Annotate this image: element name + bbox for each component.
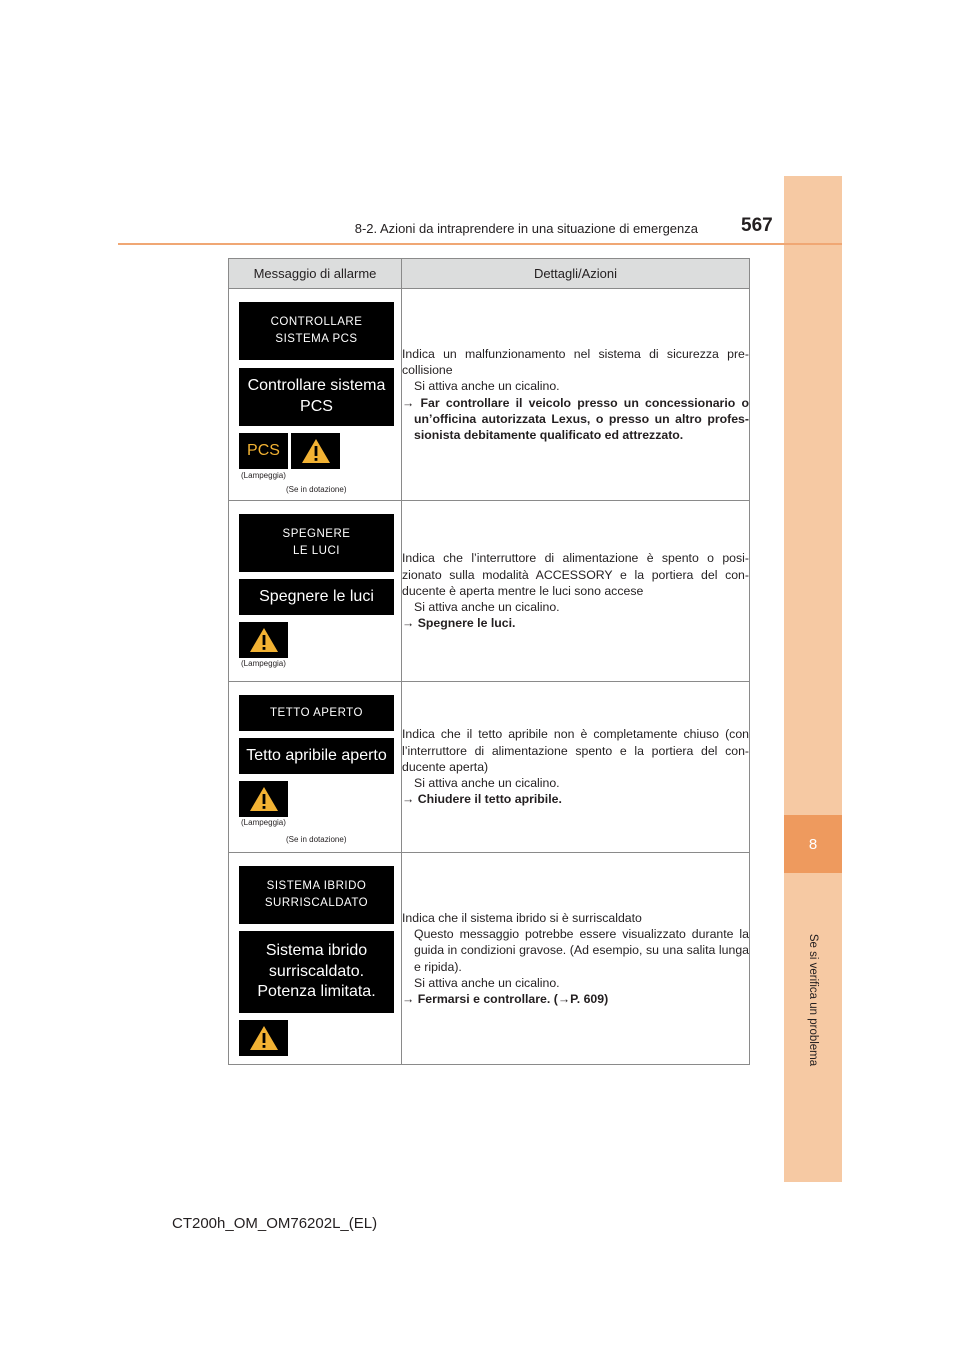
column-header-details: Dettagli/Azioni [402,259,750,289]
caption-flashing: (Lampeggia) [241,471,286,480]
display-message-small: CONTROLLARE SISTEMA PCS [239,302,394,360]
caption-flashing: (Lampeggia) [241,659,286,668]
caption-if-equipped: (Se in dotazione) [286,485,347,494]
message-images [229,853,402,1065]
warning-triangle-icon [291,433,340,469]
message-details: Indica che l’interruttore di alimentazione è spento o posi-zionato sulla modalità ACCESSORY e la portiera del con-ducente è aperta mentre le luci sono accese Si attiva anche un cicalino. → Spegnere le luci. [402,501,750,682]
display-message-small: TETTO APERTO [239,695,394,731]
caption-flashing: (Lampeggia) [241,818,286,827]
warning-triangle-icon [239,1020,288,1056]
caption-if-equipped: (Se in dotazione) [286,835,347,844]
table-row [229,501,750,682]
message-details: Indica che il sistema ibrido si è surriscaldato Questo messaggio potrebbe essere visualizzato durante la guida in condizioni gravose. (Ad esempio, su una salita lunga e ripida). Si attiva anche un cicalino. → Fermarsi e controllare. (→P. 609) [402,853,750,1065]
header-divider [118,243,842,245]
chapter-number: 8 [784,815,842,873]
message-images [229,501,402,682]
pcs-indicator-icon: PCS [239,433,288,469]
table-row [229,682,750,853]
message-images [229,682,402,853]
message-images [229,289,402,501]
chapter-title: Se si verifica un problema [807,933,819,1067]
display-message-large: Spegnere le luci [239,579,394,615]
display-message-large: Sistema ibrido surriscaldato. Potenza limitata. [239,931,394,1013]
column-header-message: Messaggio di allarme [229,259,402,289]
display-message-small: SPEGNERE LE LUCI [239,514,394,572]
warning-triangle-icon [239,622,288,658]
message-details: Indica che il tetto apribile non è completamente chiuso (con l’interruttore di alimentazione spento e la portiera del con-ducente aperta) Si attiva anche un cicalino. → Chiudere il tetto apribile. [402,682,750,853]
section-title: 8-2. Azioni da intraprendere in una situazione di emergenza [354,221,698,236]
document-code: CT200h_OM_OM76202L_(EL) [172,1215,378,1232]
warning-triangle-icon [239,781,288,817]
message-details: Indica un malfunzionamento nel sistema di sicurezza pre-collisione Si attiva anche un cicalino. → Far controllare il veicolo presso un concessionario o un’officina autorizzata Lexus, o presso un altro profes-sionista debitamente qualificato ed attrezzato. [402,289,750,501]
display-message-large: Controllare sistema PCS [239,368,394,426]
table-row [229,289,750,501]
warning-message-table [228,258,750,1065]
display-message-small: SISTEMA IBRIDO SURRISCALDATO [239,866,394,924]
display-message-large: Tetto apribile aperto [239,738,394,774]
table-row [229,853,750,1065]
page-number: 567 [741,215,773,236]
